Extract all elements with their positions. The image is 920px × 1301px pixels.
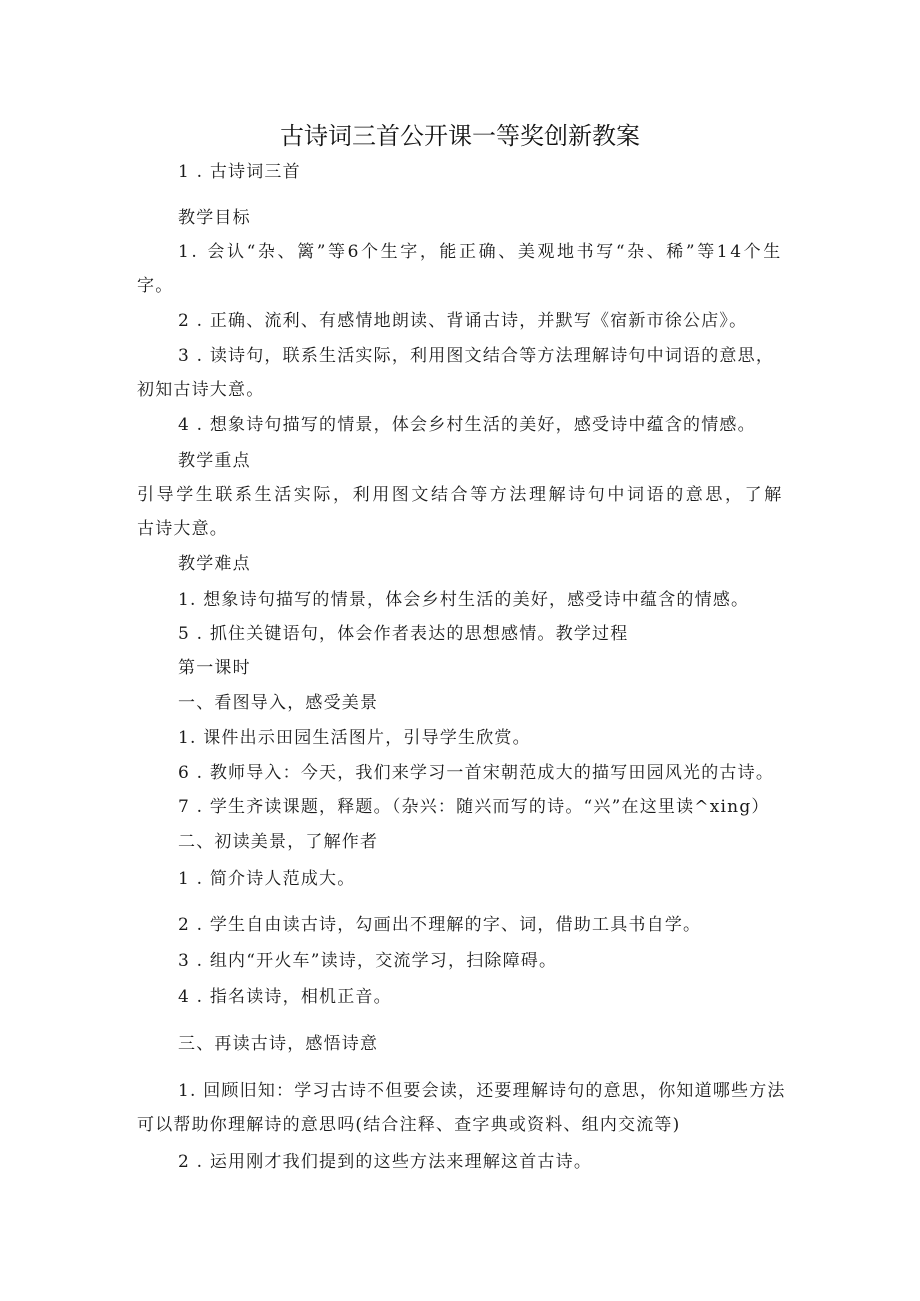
paragraph-line: 7 . 学生齐读课题，释题。（杂兴：随兴而写的诗。“兴”在这里读^xing） bbox=[178, 797, 770, 817]
paragraph-line: 古诗大意。 bbox=[137, 519, 228, 539]
paragraph-line: 1. 会认“杂、篱”等6个生字，能正确、美观地书写“杂、稀”等14个生 bbox=[178, 242, 783, 262]
subheading-part-two: 二、初读美景，了解作者 bbox=[178, 832, 379, 852]
paragraph-line: 3 . 组内“开火车”读诗，交流学习，扫除障碍。 bbox=[178, 951, 558, 971]
paragraph-line: 2 . 学生自由读古诗，勾画出不理解的字、词，借助工具书自学。 bbox=[178, 915, 702, 935]
paragraph-line: 6 . 教师导入：今天，我们来学习一首宋朝范成大的描写田园风光的古诗。 bbox=[178, 763, 775, 783]
paragraph-line: 5 . 抓住关键语句，体会作者表达的思想感情。教学过程 bbox=[178, 624, 629, 644]
section-heading: 1 . 古诗词三首 bbox=[178, 162, 301, 182]
subheading-part-one: 一、看图导入，感受美景 bbox=[178, 693, 379, 713]
paragraph-line: 1. 想象诗句描写的情景，体会乡村生活的美好，感受诗中蕴含的情感。 bbox=[178, 590, 750, 610]
subheading-key-points: 教学重点 bbox=[178, 451, 251, 471]
subheading-objectives: 教学目标 bbox=[178, 208, 251, 228]
subheading-first-lesson: 第一课时 bbox=[178, 658, 251, 678]
paragraph-line: 4 . 想象诗句描写的情景，体会乡村生活的美好，感受诗中蕴含的情感。 bbox=[178, 415, 756, 435]
paragraph-line: 1 . 简介诗人范成大。 bbox=[178, 869, 356, 889]
paragraph-line: 字。 bbox=[137, 276, 174, 296]
paragraph-line: 2 . 正确、流利、有感情地朗读、背诵古诗，并默写《宿新市徐公店》。 bbox=[178, 311, 748, 331]
paragraph-line: 可以帮助你理解诗的意思吗(结合注释、查字典或资料、组内交流等) bbox=[137, 1115, 681, 1135]
paragraph-line: 引导学生联系生活实际，利用图文结合等方法理解诗句中词语的意思，了解 bbox=[137, 485, 784, 505]
document-title: 古诗词三首公开课一等奖创新教案 bbox=[280, 122, 640, 150]
paragraph-line: 2 . 运用刚才我们提到的这些方法来理解这首古诗。 bbox=[178, 1152, 593, 1172]
paragraph-line: 4 . 指名读诗，相机正音。 bbox=[178, 987, 392, 1007]
subheading-part-three: 三、再读古诗，感悟诗意 bbox=[178, 1034, 379, 1054]
paragraph-line: 1. 回顾旧知：学习古诗不但要会读，还要理解诗句的意思，你知道哪些方法 bbox=[178, 1081, 786, 1101]
paragraph-line: 3 . 读诗句，联系生活实际，利用图文结合等方法理解诗句中词语的意思， bbox=[178, 346, 775, 366]
subheading-difficulties: 教学难点 bbox=[178, 554, 251, 574]
paragraph-line: 1. 课件出示田园生活图片，引导学生欣赏。 bbox=[178, 728, 531, 748]
paragraph-line: 初知古诗大意。 bbox=[137, 380, 265, 400]
